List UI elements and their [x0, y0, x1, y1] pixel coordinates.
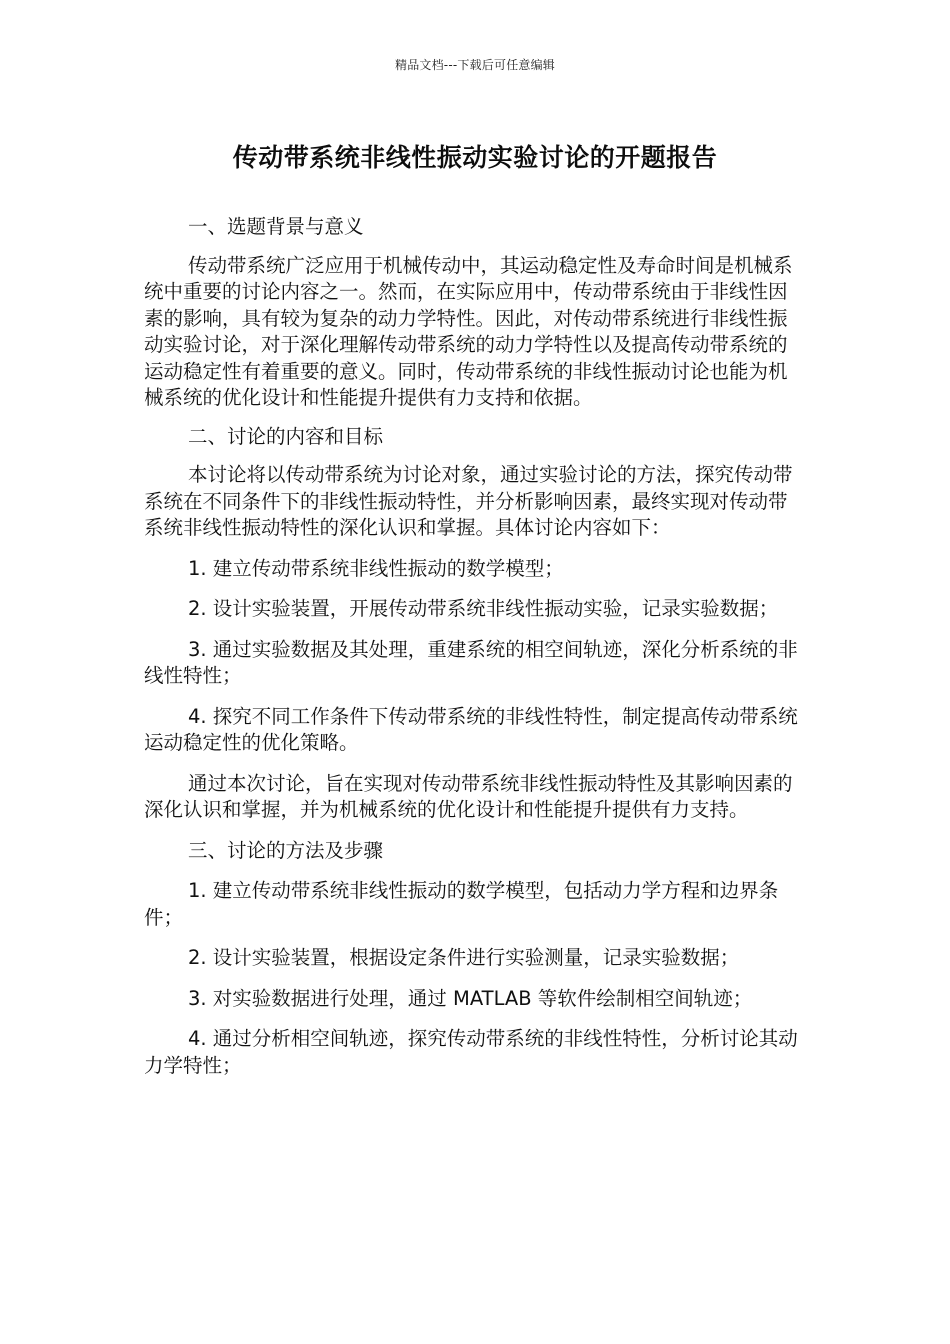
section-3-item-3: 3. 对实验数据进行处理，通过 MATLAB 等软件绘制相空间轨迹；	[188, 986, 753, 1010]
document-body	[144, 214, 806, 1079]
section-2-item-4: 4. 探究不同工作条件下传动带系统的非线性特性，制定提高传动带系统运动稳定性的优化策略。	[144, 704, 798, 754]
section-3-heading: 三、讨论的方法及步骤	[188, 838, 384, 862]
section-2-item-3: 3. 通过实验数据及其处理，重建系统的相空间轨迹，深化分析系统的非线性特性；	[144, 637, 798, 687]
section-3-item-4: 4. 通过分析相空间轨迹，探究传动带系统的非线性特性，分析讨论其动力学特性；	[144, 1027, 798, 1077]
section-3-item-1: 1. 建立传动带系统非线性振动的数学模型，包括动力学方程和边界条件；	[144, 879, 779, 929]
section-2-item-2: 2. 设计实验装置，开展传动带系统非线性振动实验，记录实验数据；	[188, 597, 779, 620]
section-3-item-2: 2. 设计实验装置，根据设定条件进行实验测量，记录实验数据；	[188, 946, 740, 969]
section-1-heading: 一、选题背景与意义	[188, 215, 364, 238]
section-2-intro: 本讨论将以传动带系统为讨论对象，通过实验讨论的方法，探究传动带系统在不同条件下的非线性振动特性，并分析影响因素，最终实现对传动带系统非线性振动特性的深化认识和掌握。具体讨论内容如下：	[144, 463, 793, 539]
document-title: 传动带系统非线性振动实验讨论的开题报告	[232, 143, 718, 172]
section-1-paragraph: 传动带系统广泛应用于机械传动中，其运动稳定性及寿命时间是机械系统中重要的讨论内容之一。然而，在实际应用中，传动带系统由于非线性因素的影响，具有较为复杂的动力学特性。因此，对传动带系统进行非线性振动实验讨论，对于深化理解传动带系统的动力学特性以及提高传动带系统的运动稳定性有着重要的意义。同时，传动带系统的非线性振动讨论也能为机械系统的优化设计和性能提升提供有力支持和依据。	[144, 253, 793, 409]
section-2-conclusion: 通过本次讨论，旨在实现对传动带系统非线性振动特性及其影响因素的深化认识和掌握，并为机械系统的优化设计和性能提升提供有力支持。	[144, 771, 793, 821]
section-2-heading: 二、讨论的内容和目标	[188, 424, 384, 448]
header-note: 精品文档---下载后可任意编辑	[395, 58, 555, 72]
section-2-item-1: 1. 建立传动带系统非线性振动的数学模型；	[188, 556, 564, 580]
